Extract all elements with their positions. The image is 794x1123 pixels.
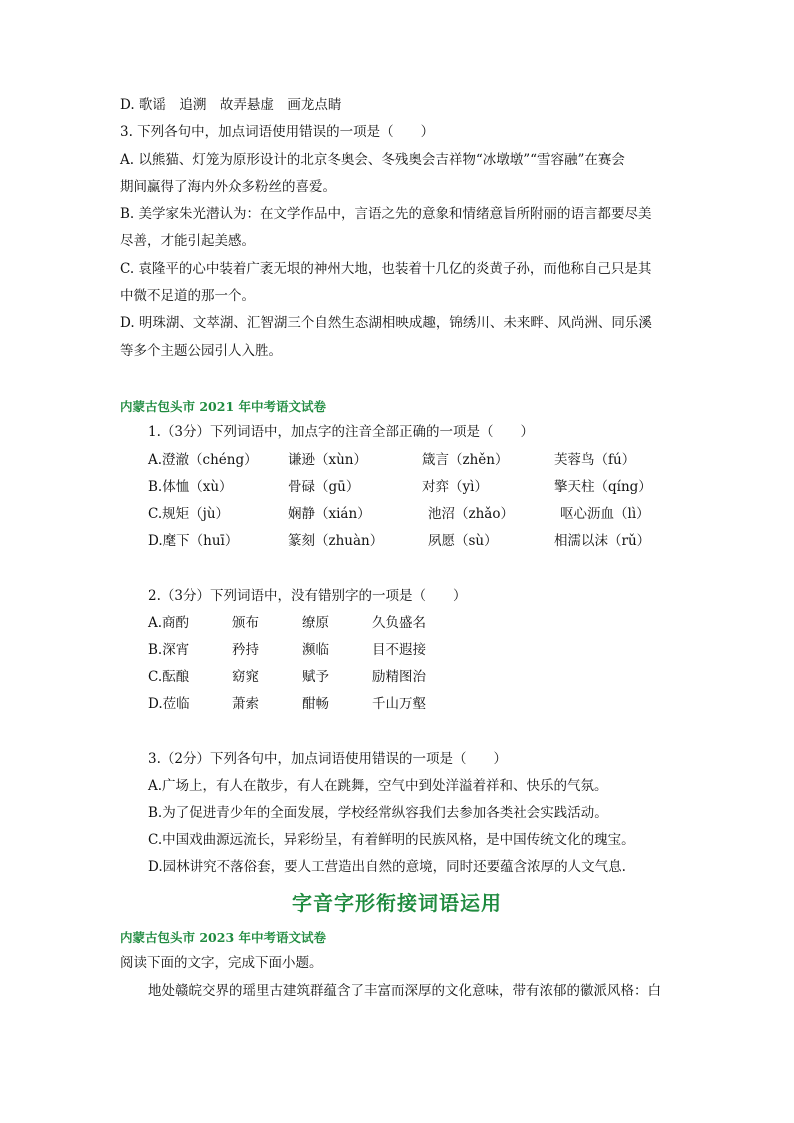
q1-b-3: 对弈（yì）: [422, 479, 488, 495]
q2-b-1: B.深宵: [148, 642, 190, 658]
q2-a-2: 颁布: [232, 615, 259, 631]
option-d-line2: 等多个主题公园引人入胜。: [120, 343, 282, 359]
section-title-2023: 内蒙古包头市 2023 年中考语文试卷: [120, 930, 326, 945]
option-a-line1: A. 以熊猫、灯笼为原形设计的北京冬奥会、冬残奥会吉祥物“冰墩墩”“雪容融”在赛会: [120, 152, 625, 168]
q2-a-3: 缭原: [302, 615, 329, 631]
q1-a-3: 箴言（zhěn）: [422, 452, 509, 468]
q3-option-d: D.园林讲究不落俗套，要人工营造出自然的意境，同时还要蕴含浓厚的人文气息.: [148, 859, 626, 875]
q2-c-3: 赋予: [302, 669, 329, 685]
q2-a-4: 久负盛名: [372, 615, 426, 631]
q3-option-c: C.中国戏曲源远流长，异彩纷呈，有着鲜明的民族风格，是中国传统文化的瑰宝。: [148, 832, 635, 848]
option-c-line1: C. 袁隆平的心中装着广袤无垠的神州大地，也装着十几亿的炎黄子孙，而他称自己只是其: [120, 261, 652, 277]
option-b-line1: B. 美学家朱光潜认为：在文学作品中，言语之先的意象和情绪意旨所附丽的语言都要尽美: [120, 206, 652, 222]
q2-d-4: 千山万壑: [372, 696, 426, 712]
q1-d-3: 夙愿（sù）: [428, 533, 498, 549]
q2-b-3: 濒临: [302, 642, 329, 658]
q3-stem: 3.（2分）下列各句中，加点词语使用错误的一项是（ ）: [148, 751, 507, 767]
q2-c-1: C.酝酿: [148, 669, 190, 685]
option-a-line2: 期间赢得了海内外众多粉丝的喜爱。: [120, 179, 336, 195]
q1-b-4: 擎天柱（qíng）: [554, 479, 652, 495]
q3-option-a: A.广场上，有人在散步，有人在跳舞，空气中到处洋溢着祥和、快乐的气氛。: [148, 778, 608, 794]
q1-c-3: 池沼（zhǎo）: [428, 506, 514, 522]
q1-d-1: D.麾下（huī）: [148, 533, 239, 549]
option-c-line2: 中微不足道的那一个。: [120, 288, 255, 304]
q2-c-2: 窈窕: [232, 669, 259, 685]
q1-c-2: 娴静（xián）: [288, 506, 371, 522]
q1-a-1: A.澄澈（chéng）: [148, 452, 258, 468]
q1-stem: 1.（3分）下列词语中，加点字的注音全部正确的一项是（ ）: [148, 424, 534, 440]
q2-d-1: D.莅临: [148, 696, 190, 712]
q1-b-1: B.体恤（xù）: [148, 479, 233, 495]
q1-d-4: 相濡以沫（rǔ）: [554, 533, 651, 549]
q1-a-2: 谦逊（xùn）: [288, 452, 368, 468]
q3-option-b: B.为了促进青少年的全面发展，学校经常纵容我们去参加各类社会实践活动。: [148, 805, 608, 821]
section-title-2021: 内蒙古包头市 2021 年中考语文试卷: [120, 399, 326, 414]
option-d-words: D. 歌谣 追溯 故弄悬虚 画龙点睛: [120, 97, 342, 113]
q1-b-2: 骨碌（gū）: [288, 479, 360, 495]
q2-stem: 2.（3分）下列词语中，没有错别字的一项是（ ）: [148, 588, 467, 604]
q2-a-1: A.商酌: [148, 615, 190, 631]
q1-c-1: C.规矩（jù）: [148, 506, 230, 522]
reading-paragraph: 地处赣皖交界的瑶里古建筑群蕴含了丰富而深厚的文化意味，带有浓郁的徽派风格：白: [148, 983, 661, 999]
q1-a-4: 芙蓉鸟（fú）: [554, 452, 636, 468]
q1-c-4: 呕心沥血（lì）: [560, 506, 650, 522]
q1-d-2: 篆刻（zhuàn）: [288, 533, 384, 549]
q2-d-3: 酣畅: [302, 696, 329, 712]
reading-intro: 阅读下面的文字，完成下面小题。: [120, 955, 323, 971]
q2-b-4: 目不遐接: [372, 642, 426, 658]
chapter-heading: 字音字形衔接词语运用: [292, 891, 502, 915]
option-b-line2: 尽善，才能引起美感。: [120, 233, 255, 249]
q2-c-4: 励精图治: [372, 669, 426, 685]
question-3-stem: 3. 下列各句中，加点词语使用错误的一项是（ ）: [120, 124, 435, 140]
q2-d-2: 萧索: [232, 696, 259, 712]
q2-b-2: 矜持: [232, 642, 259, 658]
option-d-line1: D. 明珠湖、文萃湖、汇智湖三个自然生态湖相映成趣，锦绣川、未来畔、风尚洲、同乐溪: [120, 315, 652, 331]
